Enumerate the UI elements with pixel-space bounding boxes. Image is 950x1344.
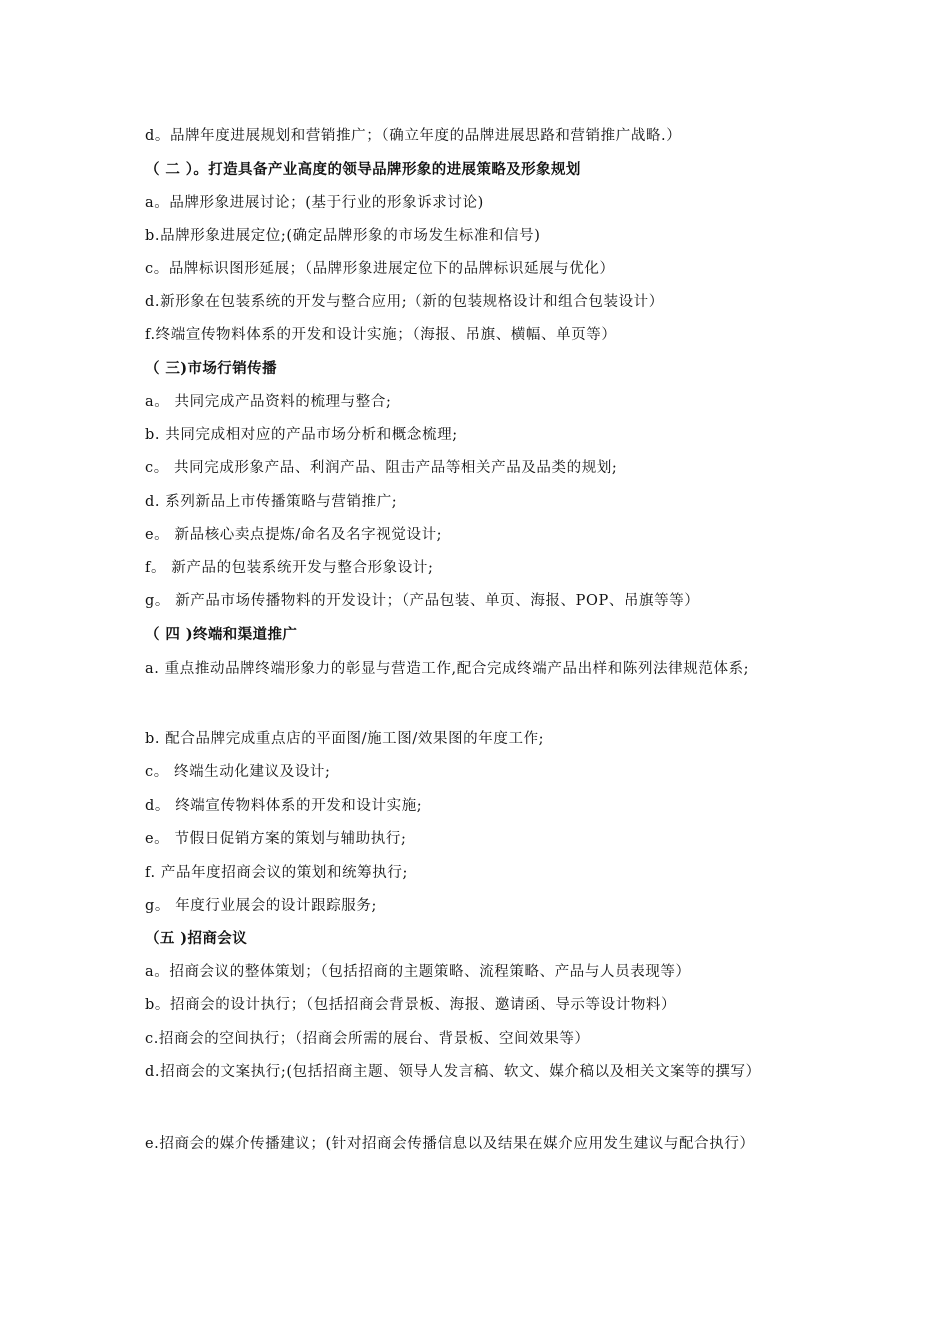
text-line: f。 新产品的包装系统开发与整合形象设计; [145,560,434,576]
section-heading-2: （ 二 ）。打造具备产业高度的领导品牌形象的进展策略及形象规划 [145,161,581,178]
text-line: e。 节假日促销方案的策划与辅助执行; [145,831,407,847]
text-line-wrapped: d.招商会的文案执行;(包括招商主题、领导人发言稿、软文、媒介稿以及相关文案等的撰写） [145,1064,761,1080]
text-line: d。品牌年度进展规划和营销推广；（确立年度的品牌进展思路和营销推广战略.） [145,128,682,144]
text-line: b. 共同完成相对应的产品市场分析和概念梳理; [145,427,458,443]
text-line: c。品牌标识图形延展；（品牌形象进展定位下的品牌标识延展与优化） [145,261,615,277]
section-heading-4: （ 四 )终端和渠道推广 [145,626,298,643]
section-heading-3: （ 三)市场行销传播 [145,360,277,377]
text-line: b. 配合品牌完成重点店的平面图/施工图/效果图的年度工作; [145,731,545,747]
text-line: e。 新品核心卖点提炼/命名及名字视觉设计; [145,527,443,543]
text-line: g。 新产品市场传播物料的开发设计；（产品包装、单页、海报、POP、吊旗等等） [145,593,700,609]
text-line: f. 产品年度招商会议的策划和统筹执行; [145,865,408,881]
section-heading-5: （五 )招商会议 [145,930,248,947]
text-line: g。 年度行业展会的设计跟踪服务; [145,898,377,914]
text-line: c。 终端生动化建议及设计; [145,764,331,780]
text-line: d. 系列新品上市传播策略与营销推广; [145,494,398,510]
text-line: f.终端宣传物料体系的开发和设计实施；（海报、吊旗、横幅、单页等） [145,327,617,343]
text-line-wrapped: e.招商会的媒介传播建议；(针对招商会传播信息以及结果在媒介应用发生建议与配合执行） [145,1136,755,1152]
text-line: b.品牌形象进展定位;(确定品牌形象的市场发生标准和信号) [145,228,541,244]
text-line: d.新形象在包装系统的开发与整合应用;（新的包装规格设计和组合包装设计） [145,294,664,310]
text-line: c.招商会的空间执行；（招商会所需的展台、背景板、空间效果等） [145,1031,590,1047]
text-line: c。 共同完成形象产品、利润产品、阻击产品等相关产品及品类的规划; [145,460,618,476]
text-line: a。品牌形象进展讨论；(基于行业的形象诉求讨论) [145,195,484,211]
text-line: a。 共同完成产品资料的梳理与整合; [145,394,392,410]
text-line-wrapped: a. 重点推动品牌终端形象力的彰显与营造工作,配合完成终端产品出样和陈列法律规范体系; [145,661,750,677]
text-line: a。招商会议的整体策划；（包括招商的主题策略、流程策略、产品与人员表现等） [145,964,691,980]
text-line: d。 终端宣传物料体系的开发和设计实施; [145,798,423,814]
text-line: b。招商会的设计执行；（包括招商会背景板、海报、邀请函、导示等设计物料） [145,997,677,1013]
